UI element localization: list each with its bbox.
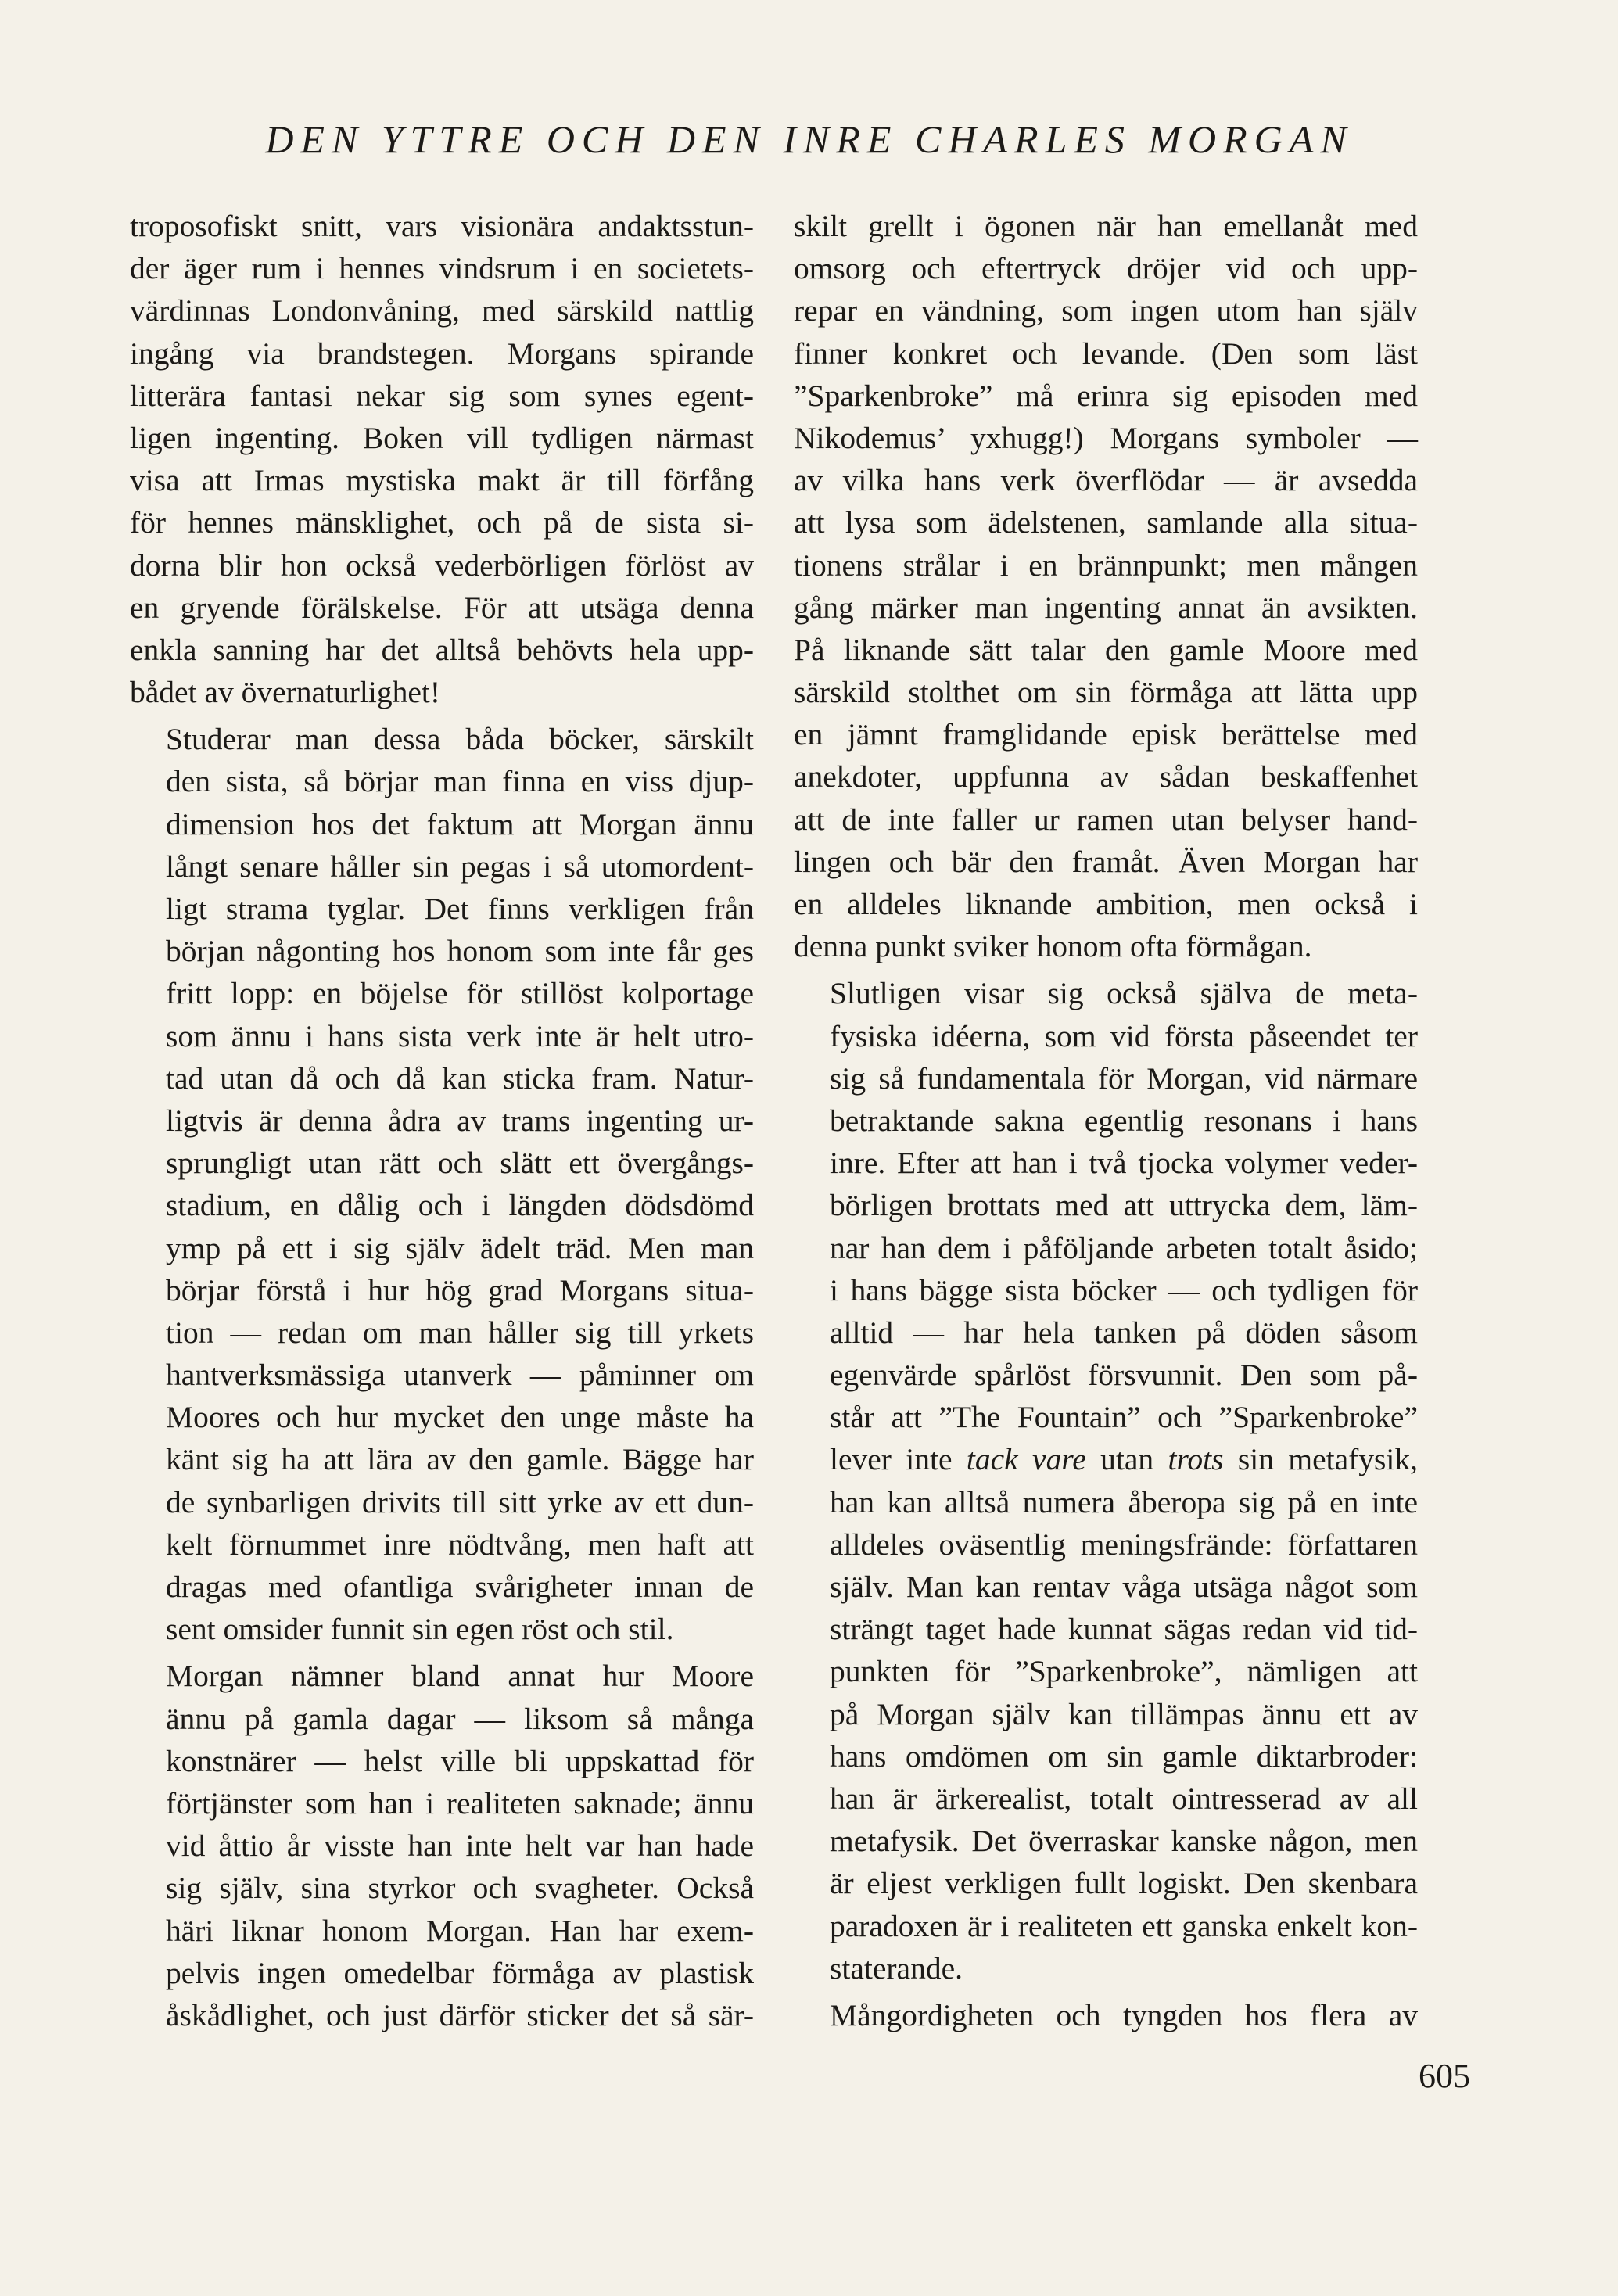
text-line: kelt förnummet inre nödtvång, men haft att	[166, 1526, 754, 1562]
text-line: konstnärer — helst ville bli uppskattad för	[166, 1743, 754, 1778]
text-line: pelvis ingen omedelbar förmåga av plastisk	[166, 1955, 754, 1990]
text-line: stadium, en dålig och i längden dödsdömd	[166, 1188, 754, 1223]
text-line: som ännu i hans sista verk inte är helt utro-	[166, 1018, 754, 1053]
text-line: omsorg och eftertryck dröjer vid och upp-	[794, 251, 1418, 286]
text-line: sprungligt utan rätt och slätt ett övergångs-	[166, 1146, 754, 1181]
paragraph	[794, 1994, 1418, 2036]
text-line: denna punkt sviker honom ofta förmågan.	[794, 929, 1312, 964]
text-line: fritt lopp: en böjelse för stillöst kolportage	[166, 976, 754, 1011]
text-line: repar en vändning, som ingen utom han själv	[794, 293, 1418, 328]
text-line: der äger rum i hennes vindsrum i en societets-	[130, 251, 754, 286]
text-line: skilt grellt i ögonen när han emellanåt med	[794, 209, 1418, 243]
text-line: dragas med ofantliga svårigheter innan de	[166, 1570, 754, 1604]
text-line: inre. Efter att han i två tjocka volymer veder-	[830, 1146, 1418, 1181]
text-line: sent omsider funnit sin egen röst och stil.	[166, 1612, 674, 1647]
text-line: en alldeles liknande ambition, men också i	[794, 887, 1418, 921]
text-line: hans omdömen om sin gamle diktarbroder:	[830, 1738, 1418, 1774]
text-line: lever inte tack vare utan trots sin metafysik,	[830, 1442, 1418, 1477]
page-number: 605	[1419, 2057, 1470, 2095]
text-line: bådet av övernaturlighet!	[130, 675, 441, 710]
text-line: han kan alltså numera åberopa sig på en inte	[830, 1484, 1418, 1519]
text-line: särskild stolthet om sin förmåga att lätta upp	[794, 675, 1418, 710]
text-line: sig själv, sina styrkor och svagheter. Också	[166, 1871, 754, 1906]
text-line: värdinnas Londonvåning, med särskild nattlig	[130, 293, 754, 328]
text-line: visa att Irmas mystiska makt är till förfång	[130, 463, 754, 498]
text-line: känt sig ha att lära av den gamle. Bägge har	[166, 1442, 754, 1477]
text-line: börjar förstå i hur hög grad Morgans situa-	[166, 1272, 754, 1308]
text-line: gång märker man ingenting annat än avsikten.	[794, 590, 1418, 625]
text-line: Studerar man dessa båda böcker, särskilt	[166, 722, 754, 757]
text-line: vid åttio år visste han inte helt var han hade	[166, 1828, 754, 1864]
text-line: alltid — har hela tanken på döden såsom	[830, 1315, 1418, 1350]
running-head: DEN YTTRE OCH DEN INRE CHARLES MORGAN	[265, 117, 1354, 161]
text-line: tionens strålar i en brännpunkt; men mången	[794, 547, 1418, 583]
text-line: de synbarligen drivits till sitt yrke av ett dun-	[166, 1484, 754, 1519]
text-line: nar han dem i påföljande arbeten totalt åsido;	[830, 1230, 1418, 1265]
text-line: sig så fundamentala för Morgan, vid närmare	[830, 1060, 1418, 1096]
text-line: hantverksmässiga utanverk — påminner om	[166, 1358, 754, 1393]
text-line: metafysik. Det överraskar kanske någon, men	[830, 1824, 1418, 1859]
text-line: dimension hos det faktum att Morgan ännu	[166, 806, 754, 841]
text-line: häri liknar honom Morgan. Han har exem-	[166, 1913, 754, 1948]
text-line: Morgan nämner bland annat hur Moore	[166, 1659, 754, 1694]
text-line: troposofiskt snitt, vars visionära andaktsstun-	[130, 209, 754, 243]
text-line: egenvärde spårlöst försvunnit. Den som på-	[830, 1358, 1418, 1393]
text-line: finner konkret och levande. (Den som läst	[794, 335, 1418, 371]
right-column	[794, 205, 1418, 2036]
paragraph	[130, 718, 754, 1650]
text-line: Mångordigheten och tyngden hos flera av	[830, 1997, 1418, 2032]
text-line: han är ärkerealist, totalt ointresserad av all	[830, 1781, 1418, 1816]
text-line: ymp på ett i sig själv ädelt träd. Men man	[166, 1230, 754, 1265]
text-line: på Morgan själv kan tillämpas ännu ett av	[830, 1696, 1418, 1731]
text-line: alldeles oväsentlig meningsfrände: författaren	[830, 1526, 1418, 1562]
text-line: På liknande sätt talar den gamle Moore med	[794, 632, 1418, 667]
text-line: en gryende förälskelse. För att utsäga denna	[130, 590, 754, 625]
text-line: Nikodemus’ yxhugg!) Morgans symboler —	[794, 420, 1418, 455]
text-line: för hennes mänsklighet, och på de sista si-	[130, 505, 754, 540]
text-line: tad utan då och då kan sticka fram. Natur-	[166, 1060, 754, 1096]
left-column	[130, 205, 754, 2036]
text-line: ”Sparkenbroke” må erinra sig episoden med	[794, 378, 1418, 413]
text-line: själv. Man kan rentav våga utsäga något som	[830, 1570, 1418, 1604]
text-line: ligt strama tyglar. Det finns verkligen från	[166, 891, 754, 926]
text-line: ligtvis är denna ådra av trams ingenting ur-	[166, 1103, 754, 1138]
text-line: börligen brottats med att uttrycka dem, läm-	[830, 1188, 1418, 1223]
text-line: förtjänster som han i realiteten saknade; ännu	[166, 1785, 754, 1821]
paragraph	[794, 205, 1418, 967]
text-line: är eljest verkligen fullt logiskt. Den skenbara	[830, 1866, 1418, 1901]
text-line: tion — redan om man håller sig till yrkets	[166, 1315, 754, 1350]
text-line: paradoxen är i realiteten ett ganska enkelt kon-	[830, 1908, 1418, 1943]
text-line: lingen och bär den framåt. Även Morgan har	[794, 844, 1418, 879]
text-line: Moores och hur mycket den unge måste ha	[166, 1400, 754, 1435]
text-line: staterande.	[830, 1950, 963, 1986]
text-line: enkla sanning har det alltså behövts hela upp-	[130, 632, 754, 667]
text-line: litterära fantasi nekar sig som synes egent-	[130, 378, 754, 413]
text-line: den sista, så börjar man finna en viss djup-	[166, 764, 754, 799]
paragraph	[130, 1655, 754, 2036]
text-line: ingång via brandstegen. Morgans spirande	[130, 335, 754, 371]
text-line: åskådlighet, och just därför sticker det så sär-	[166, 1997, 754, 2032]
paragraph	[794, 972, 1418, 1989]
text-line: att lysa som ädelstenen, samlande alla situa-	[794, 505, 1418, 540]
text-line: av vilka hans verk överflödar — är avsedda	[794, 463, 1418, 498]
text-line: Slutligen visar sig också själva de meta-	[830, 976, 1418, 1011]
text-line: ligen ingenting. Boken vill tydligen närmast	[130, 420, 754, 455]
text-line: betraktande sakna egentlig resonans i hans	[830, 1103, 1418, 1138]
text-line: i hans bägge sista böcker — och tydligen för	[830, 1272, 1418, 1308]
text-line: att de inte faller ur ramen utan belyser hand-	[794, 802, 1418, 837]
text-line: står att ”The Fountain” och ”Sparkenbroke”	[830, 1400, 1418, 1435]
text-line: början någonting hos honom som inte får ges	[166, 934, 754, 969]
text-line: långt senare håller sin pegas i så utomordent-	[166, 848, 754, 884]
text-line: dorna blir hon också vederbörligen förlöst av	[130, 547, 754, 583]
text-line: en jämnt framglidande episk berättelse med	[794, 717, 1418, 752]
text-line: anekdoter, uppfunna av sådan beskaffenhet	[794, 759, 1418, 795]
text-line: fysiska idéerna, som vid första påseendet ter	[830, 1018, 1418, 1053]
paragraph	[130, 205, 754, 713]
text-line: ännu på gamla dagar — liksom så många	[166, 1701, 754, 1736]
text-line: strängt taget hade kunnat sägas redan vid tid-	[830, 1612, 1418, 1647]
text-line: punkten för ”Sparkenbroke”, nämligen att	[830, 1654, 1418, 1689]
